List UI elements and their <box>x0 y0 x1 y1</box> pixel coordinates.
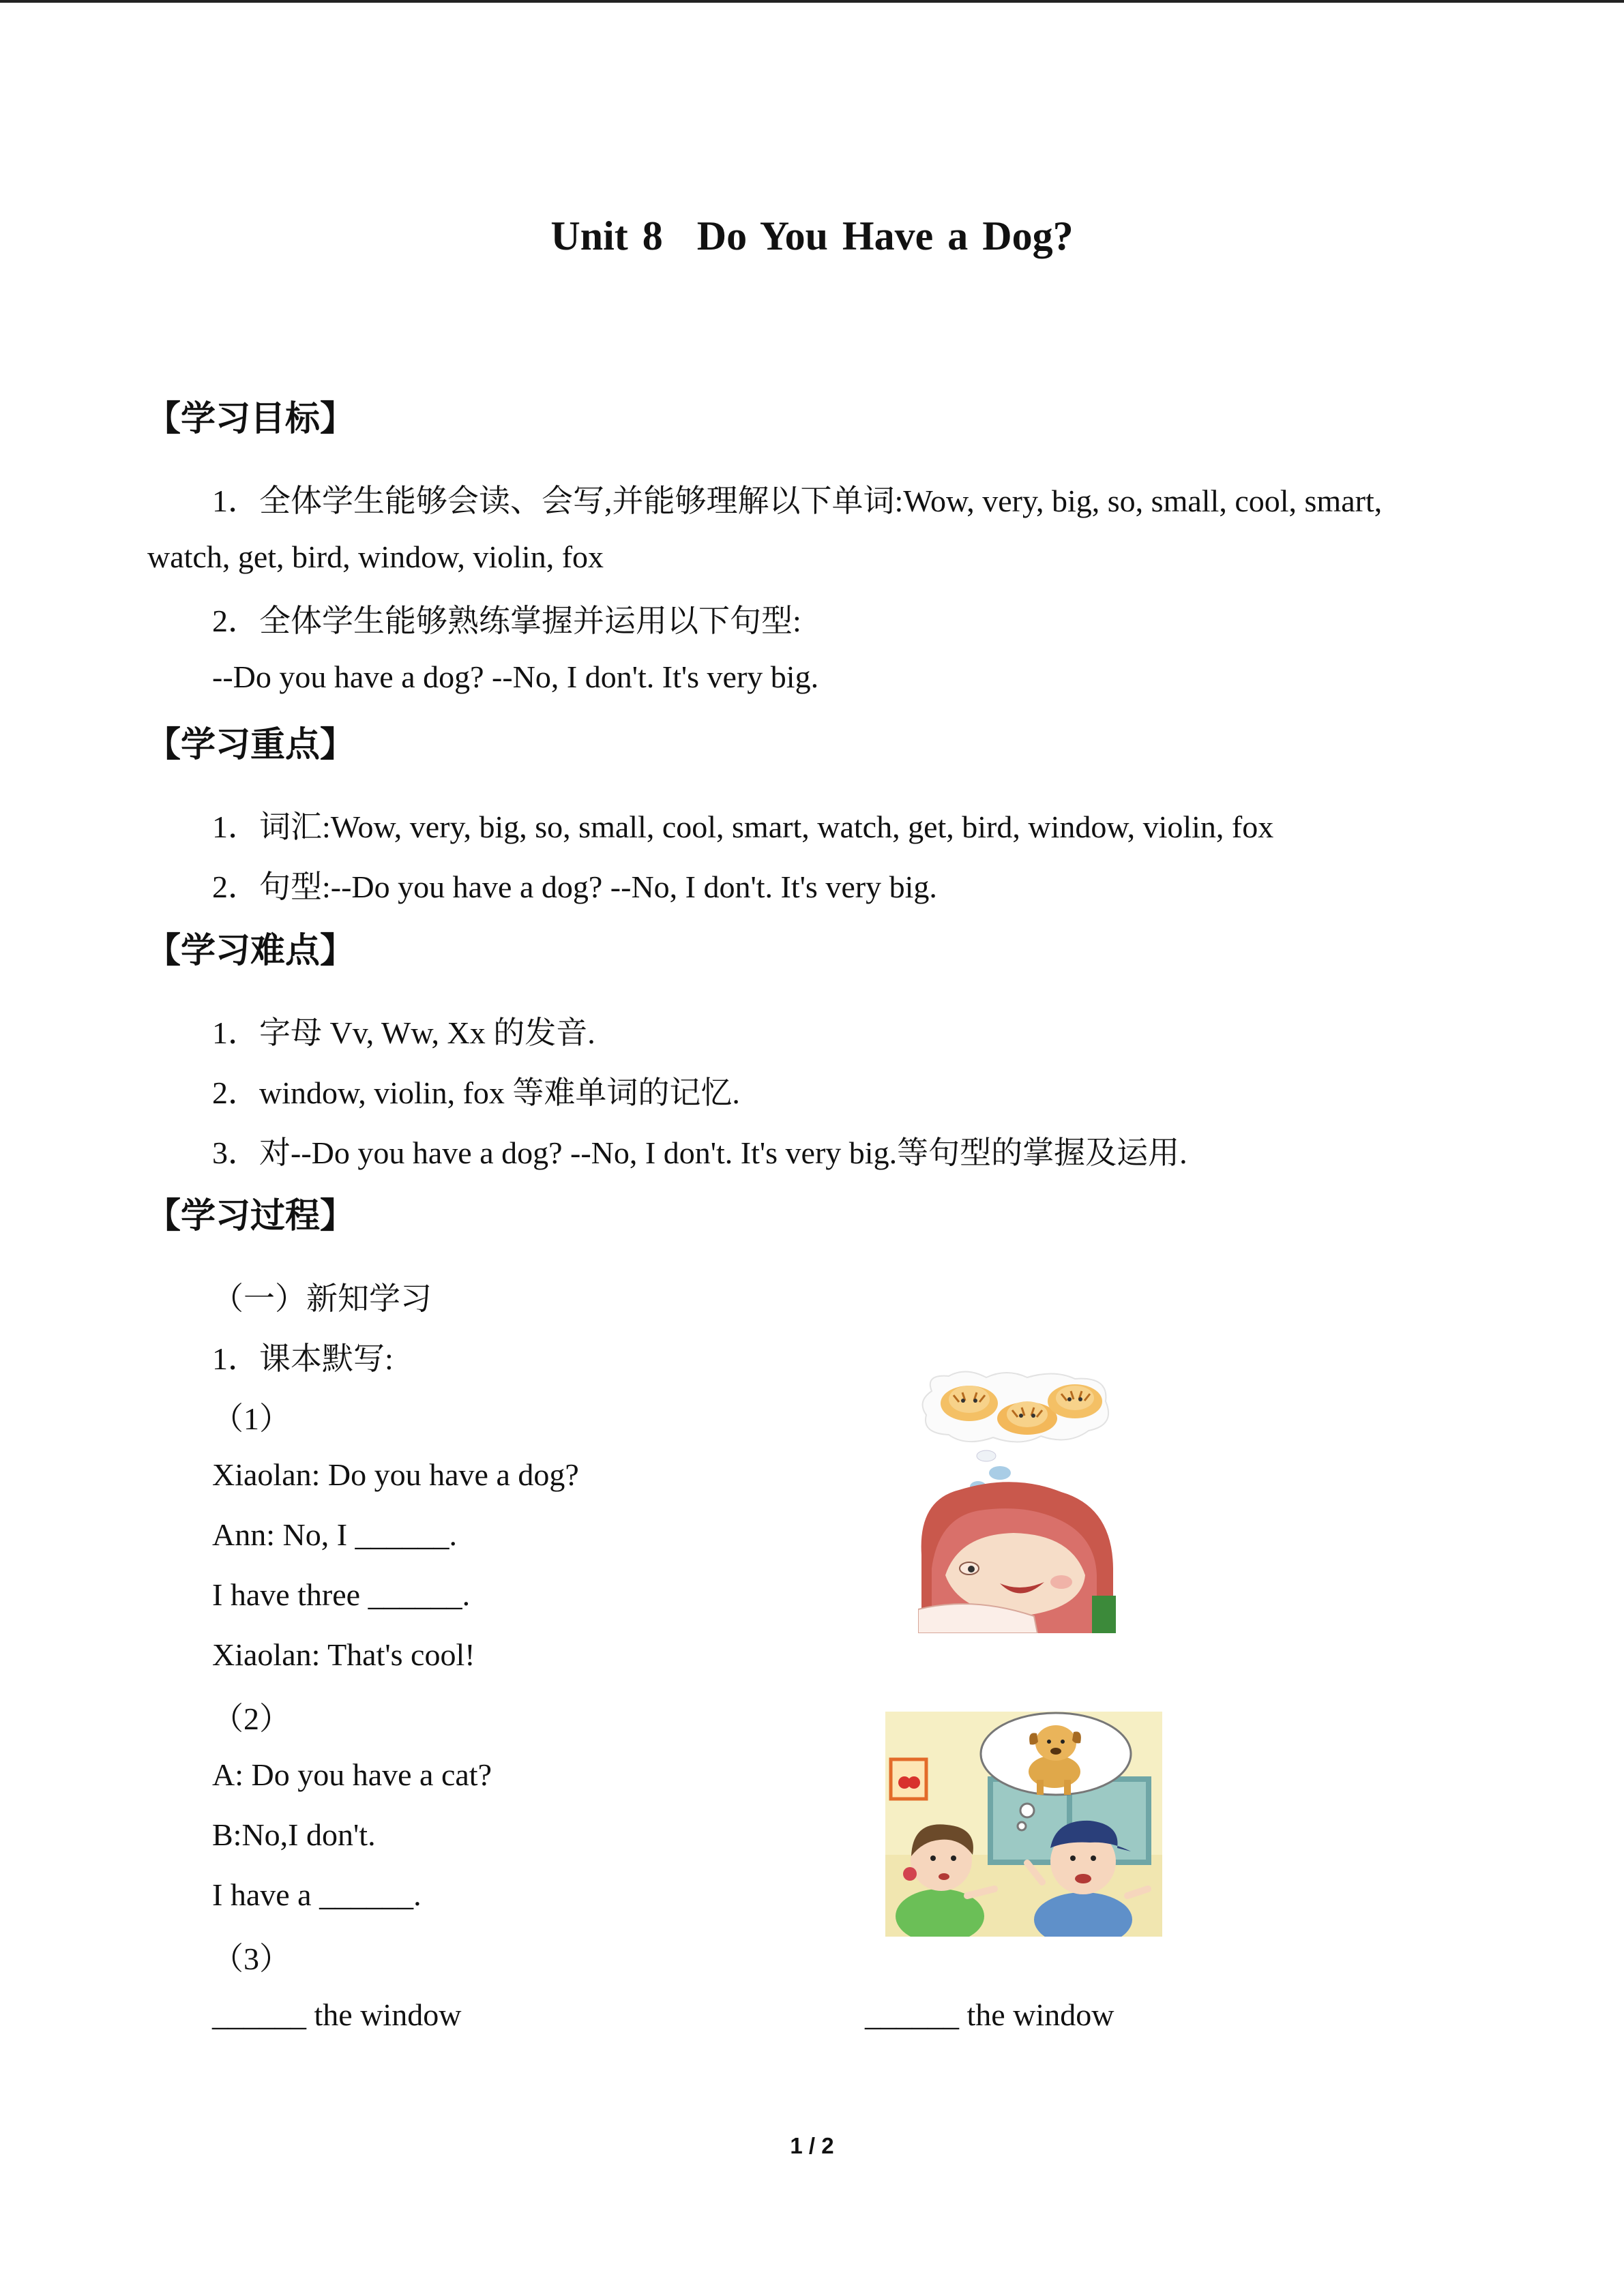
objectives-example: --Do you have a dog? --No, I don't. It's very big. <box>212 659 819 694</box>
key-points-item-1: 1．词汇:Wow, very, big, so, small, cool, smart, watch, get, bird, window, violin, fox <box>212 809 1274 844</box>
process-subsection: （一）新知学习 <box>212 1281 432 1316</box>
objectives-item-1-cont: watch, get, bird, window, violin, fox <box>147 539 604 574</box>
top-border-line <box>0 0 1624 3</box>
key-points-item-2: 2．句型:--Do you have a dog? --No, I don't. It's very big. <box>212 869 937 904</box>
part-2-line-2: B:No,I don't. <box>212 1817 376 1852</box>
part-1-line-2: Ann: No, I ______. <box>212 1517 458 1552</box>
part-2-line-3: I have a ______. <box>212 1877 422 1912</box>
part-2-line-1: A: Do you have a cat? <box>212 1757 492 1792</box>
part-2-label: （2） <box>212 1701 291 1736</box>
girl-dreaming-illustration <box>918 1371 1116 1633</box>
part-3-right-blank: ______ the window <box>865 1997 1114 2032</box>
objectives-item-1: 1．全体学生能够会读、会写,并能够理解以下单词:Wow, very, big, so, small, cool, smart, <box>212 483 1383 518</box>
difficulties-heading: 【学习难点】 <box>146 931 355 971</box>
part-1-line-1: Xiaolan: Do you have a dog? <box>212 1457 579 1492</box>
process-heading: 【学习过程】 <box>146 1196 355 1236</box>
key-points-heading: 【学习重点】 <box>146 725 355 765</box>
difficulties-item-3: 3．对--Do you have a dog? --No, I don't. It's very big.等句型的掌握及运用. <box>212 1135 1187 1170</box>
objectives-heading: 【学习目标】 <box>146 399 355 439</box>
part-3-left-blank: ______ the window <box>212 1997 462 2032</box>
page-title: Unit 8 Do You Have a Dog? <box>550 213 1074 258</box>
part-1-line-3: I have three ______. <box>212 1577 471 1612</box>
part-3-label: （3） <box>212 1941 291 1976</box>
objectives-item-2: 2．全体学生能够熟练掌握并运用以下句型: <box>212 603 801 638</box>
page-number: 1 / 2 <box>790 2133 834 2158</box>
process-task-1: 1．课本默写: <box>212 1341 394 1376</box>
part-1-line-4: Xiaolan: That's cool! <box>212 1637 475 1672</box>
difficulties-item-2: 2．window, violin, fox 等难单词的记忆. <box>212 1075 740 1110</box>
part-1-label: （1） <box>212 1401 291 1436</box>
boy-girl-dog-illustration <box>885 1712 1162 1937</box>
difficulties-item-1: 1．字母 Vv, Ww, Xx 的发音. <box>212 1015 595 1050</box>
